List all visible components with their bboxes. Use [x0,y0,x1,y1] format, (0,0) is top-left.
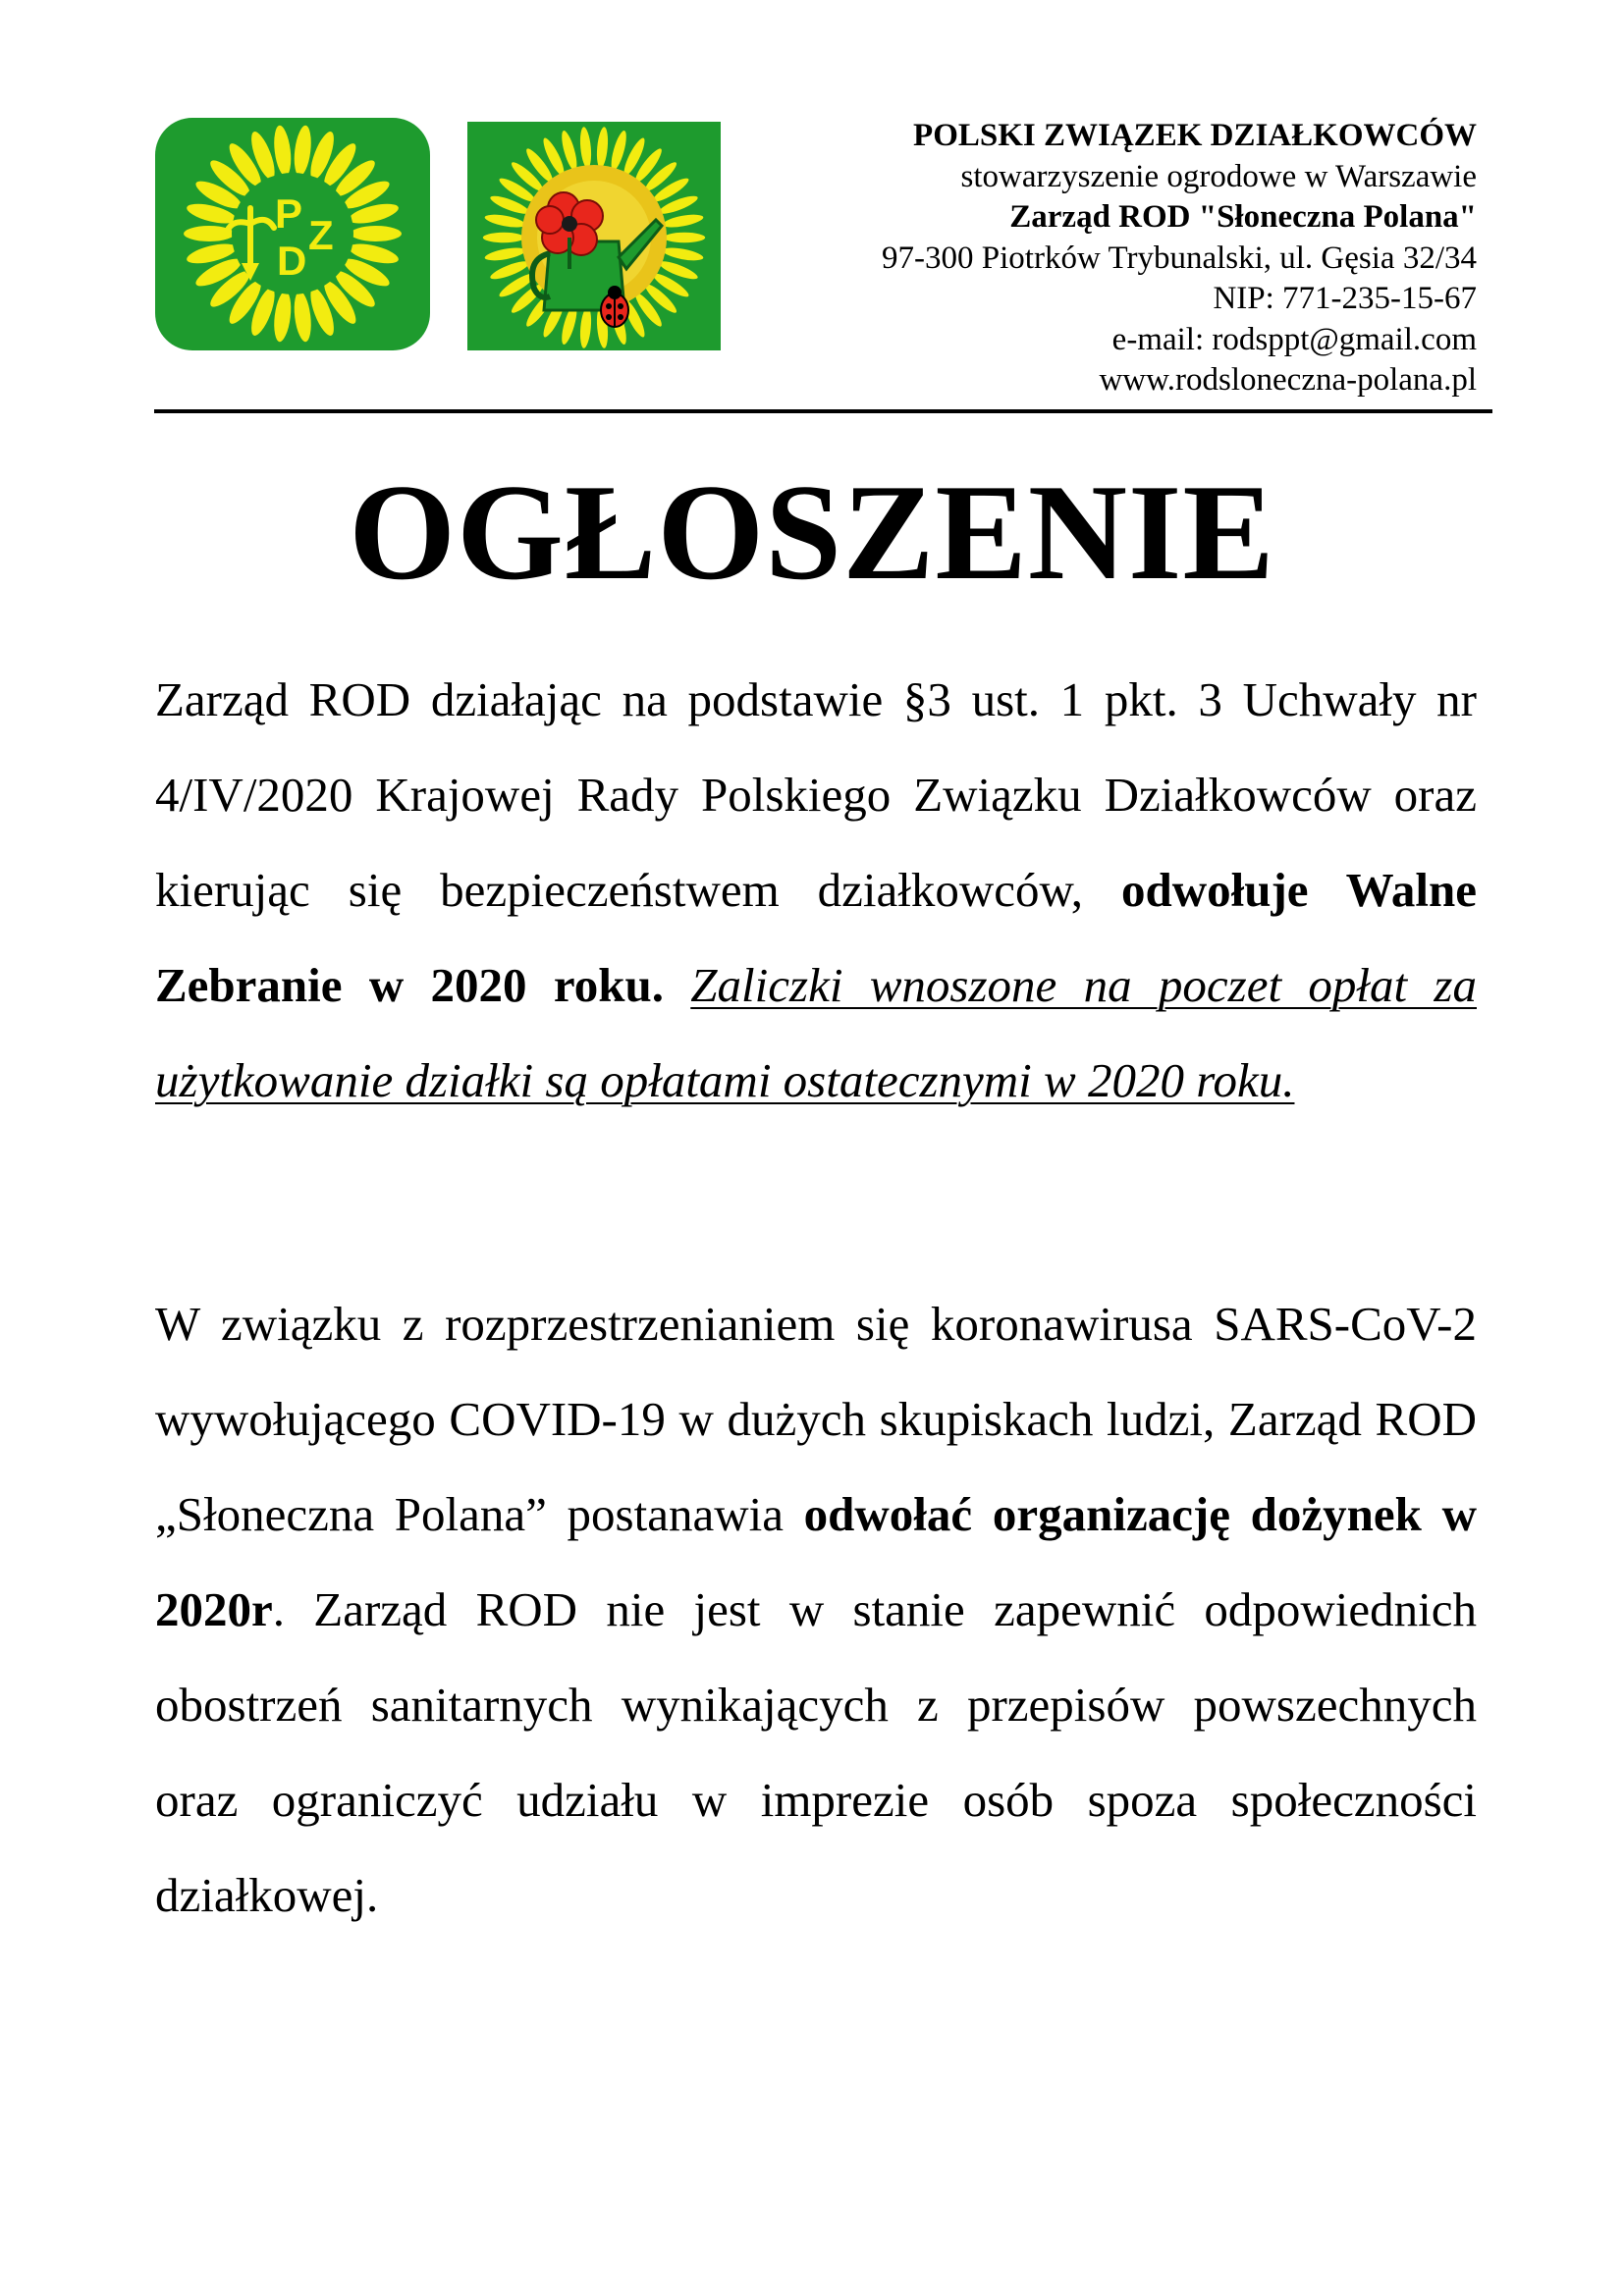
organization-description: stowarzyszenie ogrodowe w Warszawie [960,158,1477,194]
paragraph-1-bold-text: odwołuje Walne Zebranie w 2020 roku. [155,863,1477,1012]
rod-sunflower-watering-can-logo-icon [467,122,721,350]
nip-number: NIP: 771-235-15-67 [1213,281,1477,316]
board-name: Zarząd ROD "Słoneczna Polana" [1009,199,1477,235]
announcement-paragraph-1 [155,652,1477,1128]
email-address: e-mail: rodsppt@gmail.com [1111,321,1477,357]
header-divider [154,409,1492,413]
website-address: www.rodsloneczna-polana.pl [1099,362,1477,398]
address: 97-300 Piotrków Trybunalski, ul. Gęsia 32/34 [882,240,1477,276]
organization-header [731,116,1477,401]
paragraph-1-italic-underlined-text: Zaliczki wnoszone na poczet opłat za użytkowanie działki są opłatami ostatecznymi w 2020 roku. [155,958,1477,1107]
paragraph-2-text-end: . Zarząd ROD nie jest w stanie zapewnić odpowiednich obostrzeń sanitarnych wynikających z przepisów powszechnych oraz ograniczyć udziału w imprezie osób spoza społeczności działkowej. [155,1582,1477,1922]
announcement-paragraph-2 [155,1276,1477,1943]
paragraph-2-bold-text: odwołać organizację dożynek w 2020r [155,1487,1477,1636]
pzd-sunflower-logo-icon [155,118,430,350]
paragraph-2-text-start: W związku z rozprzestrzenianiem się koronawirusa SARS-CoV-2 wywołującego COVID-19 w dużych skupiskach ludzi, Zarząd ROD „Słoneczna Polana” postanawia [155,1297,1477,1541]
pzd-letter-z: Z [308,212,334,258]
paragraph-1-text: Zarząd ROD działając na podstawie §3 ust. 1 pkt. 3 Uchwały nr 4/IV/2020 Krajowej Rady Polskiego Związku Działkowców oraz kierując się bezpieczeństwem działkowców, [155,672,1477,917]
organization-name: POLSKI ZWIĄZEK DZIAŁKOWCÓW [913,118,1477,153]
pzd-letter-p: P [275,190,303,237]
page-title: OGŁOSZENIE [349,456,1275,609]
pzd-letter-d: D [277,238,307,284]
